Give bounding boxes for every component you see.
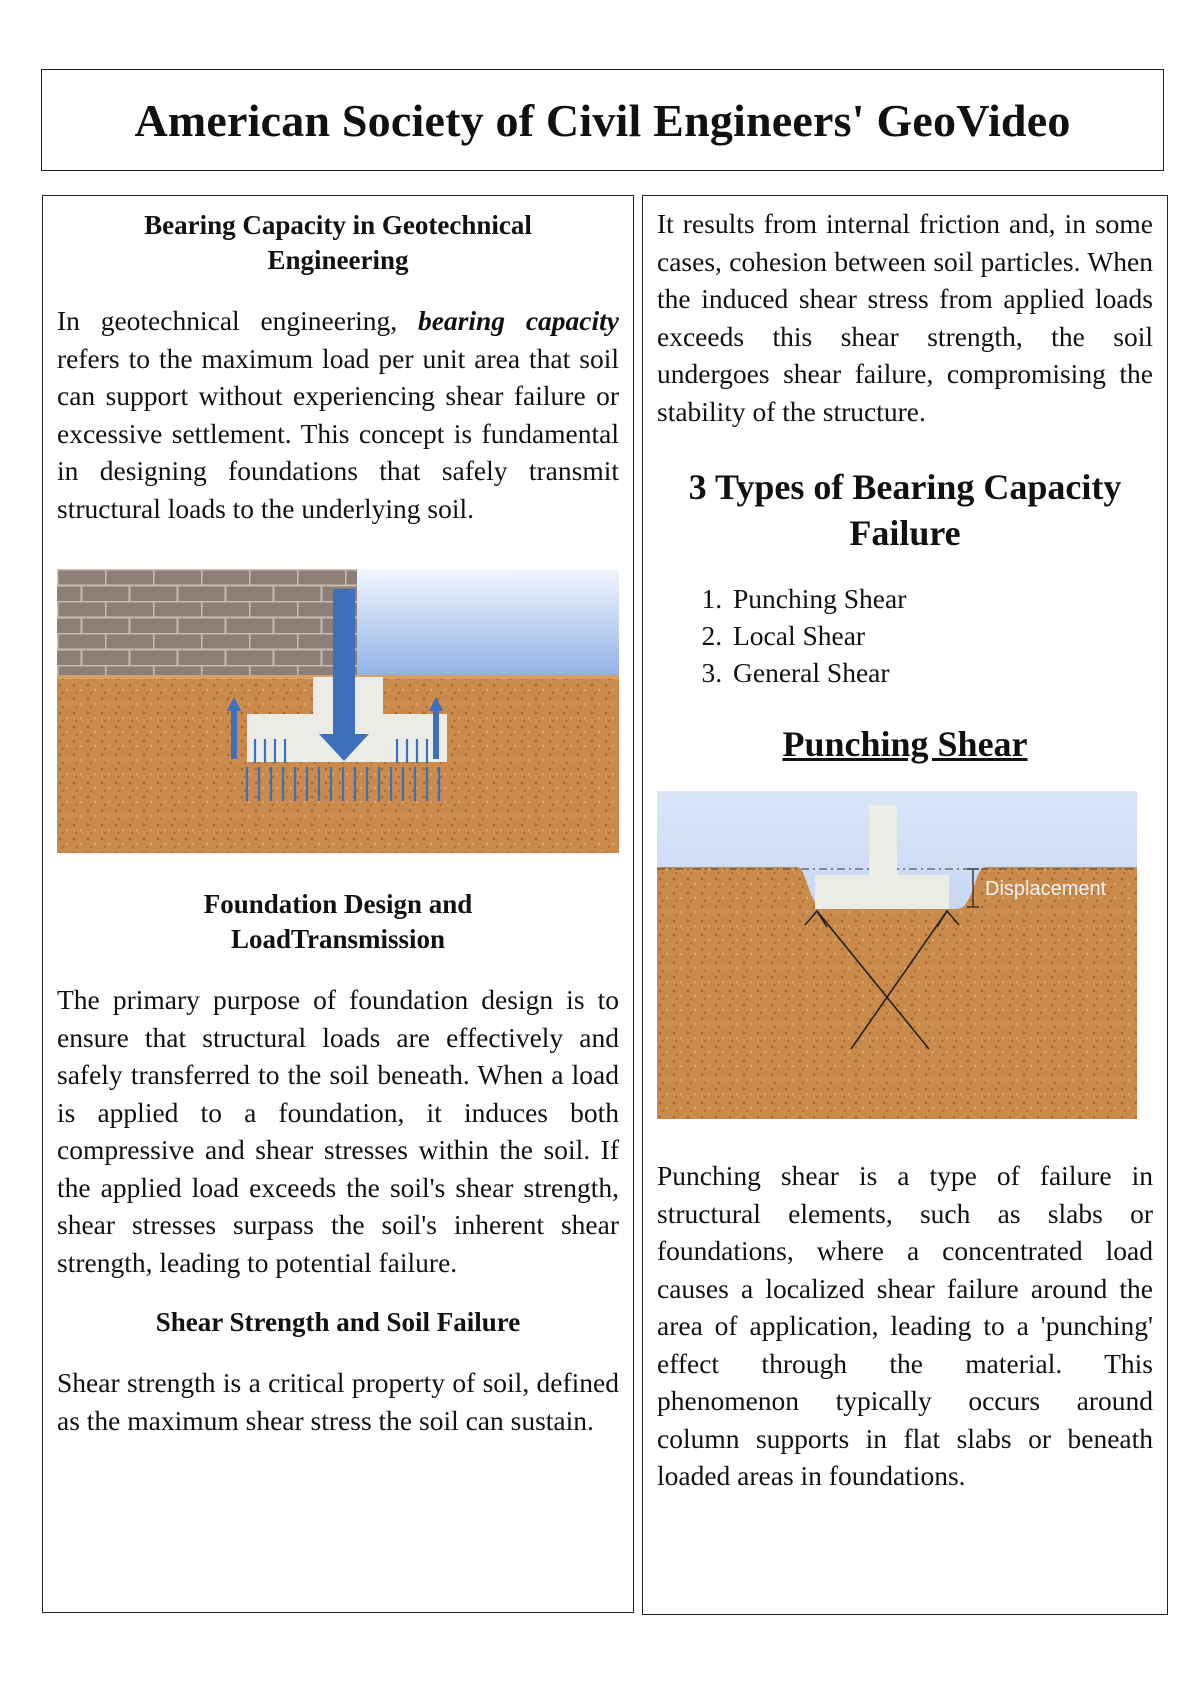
- list-item: 2. Local Shear: [729, 617, 1153, 654]
- brick-wall: [57, 569, 357, 679]
- list-item: 1. Punching Shear: [729, 580, 1153, 617]
- paragraph-rest: refers to the maximum load per unit area that soil can support without experiencing shear failure or excessive settlement. This concept is fundamental in designing foundations that safely transmit structural loads to the underlying soil.: [57, 342, 619, 524]
- section-heading-shear-strength: Shear Strength and Soil Failure: [155, 1307, 521, 1338]
- shear-strength-paragraph: Shear strength is a critical property of soil, defined as the maximum shear stress the soil can sustain.: [57, 1367, 619, 1436]
- bearing-capacity-paragraph: [57, 302, 619, 527]
- list-item: 3. General Shear: [729, 654, 1153, 691]
- left-column: [42, 195, 634, 1613]
- foundation-load-diagram: [57, 569, 619, 853]
- term-bearing-capacity: bearing capacity: [417, 305, 619, 337]
- title-box: [41, 69, 1164, 171]
- punching-shear-paragraph: Punching shear is a type of failure in structural elements, such as slabs or foundations, where a concentrated load causes a localized shear failure around the area of application, leading to a 'punching' effect through the material. This phenomenon typically occurs around column supports in flat slabs or beneath loaded areas in foundations.: [657, 1160, 1153, 1491]
- displacement-label: Displacement: [985, 878, 1107, 900]
- column: [869, 805, 897, 877]
- intro-text: In geotechnical engineering,: [57, 305, 398, 337]
- punching-shear-figure: [657, 791, 1137, 1119]
- section-heading-bearing-capacity: Bearing Capacity in Geotechnical Engineering: [144, 210, 532, 276]
- footing: [815, 875, 949, 909]
- sky-area: [357, 569, 619, 679]
- punching-shear-diagram: [657, 791, 1137, 1119]
- right-column: [642, 195, 1168, 1615]
- page-title: American Society of Civil Engineers' GeoVideo: [134, 94, 1071, 146]
- failure-types-list: [657, 580, 1153, 691]
- shear-continuation-paragraph: It results from internal friction and, in some cases, cohesion between soil particles. When the induced shear stress from applied loads exceeds this shear strength, the soil undergoes shear failure, compromising the stability of the structure.: [657, 208, 1153, 427]
- types-heading: 3 Types of Bearing Capacity Failure: [688, 467, 1122, 553]
- foundation-load-figure: [57, 569, 619, 853]
- section-heading-foundation-design: Foundation Design and LoadTransmission: [203, 889, 473, 955]
- foundation-design-paragraph: The primary purpose of foundation design is to ensure that structural loads are effectively and safely transferred to the soil beneath. When a load is applied to a foundation, it induces both compressive and shear stresses within the soil. If the applied load exceeds the soil's shear strength, shear stresses surpass the soil's inherent shear strength, leading to potential failure.: [57, 984, 619, 1278]
- punching-shear-heading: Punching Shear: [782, 724, 1028, 764]
